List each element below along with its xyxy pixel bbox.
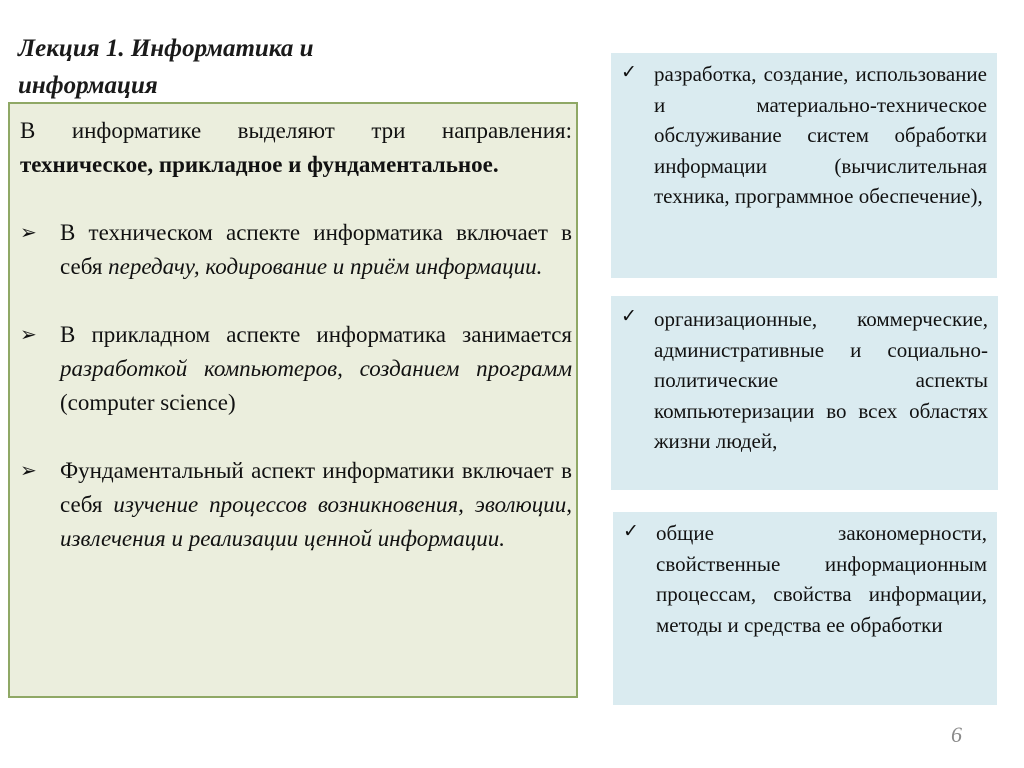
intro-bold-text: техническое, прикладное и фундаментальное. <box>20 152 499 177</box>
slide-title: Лекция 1. Информатика и информация <box>18 35 314 99</box>
checkmark-icon: ✓ <box>621 62 637 83</box>
intro-text: В информатике выделяют три направления: <box>20 118 572 143</box>
page-number: 6 <box>951 722 962 747</box>
intro-paragraph <box>20 114 572 182</box>
bullet-italic-text: разработкой компьютеров, созданием программ <box>60 356 572 381</box>
bullet-text: В техническом аспекте информатика включает в себя <box>60 220 572 279</box>
box-text: общие закономерности, свойственные информационным процессам, свойства информации, методы и средства ее обработки <box>656 521 987 637</box>
checkmark-icon: ✓ <box>623 521 639 542</box>
bullet-italic-text: передачу, кодирование и приём информации. <box>108 254 543 279</box>
arrow-bullet-icon: ➢ <box>20 222 37 244</box>
bullet-text: В прикладном аспекте информатика занимается <box>60 322 572 347</box>
arrow-bullet-icon: ➢ <box>20 324 37 346</box>
bullet-text: Фундаментальный аспект информатики включает в себя <box>60 458 572 517</box>
bullet-tail-text: (computer science) <box>60 390 236 415</box>
directions-panel <box>8 102 578 698</box>
checkmark-icon: ✓ <box>621 306 637 327</box>
directions-text <box>20 114 572 556</box>
bullet-applied <box>20 318 572 420</box>
applied-aspect-box <box>611 296 998 490</box>
technical-aspect-box <box>611 53 997 278</box>
box-text: организационные, коммерческие, административные и социально-политические аспекты компьютеризации во всех областях жизни людей, <box>654 307 988 453</box>
arrow-bullet-icon: ➢ <box>20 460 37 482</box>
fundamental-aspect-box <box>613 512 997 705</box>
bullet-fundamental <box>20 454 572 556</box>
bullet-italic-text: изучение процессов возникновения, эволюции, извлечения и реализации ценной информации. <box>60 492 572 551</box>
box-text: разработка, создание, использование и материально-техническое обслуживание систем обработки информации (вычислительная техника, программное обеспечение), <box>654 62 987 208</box>
bullet-technical <box>20 216 572 284</box>
